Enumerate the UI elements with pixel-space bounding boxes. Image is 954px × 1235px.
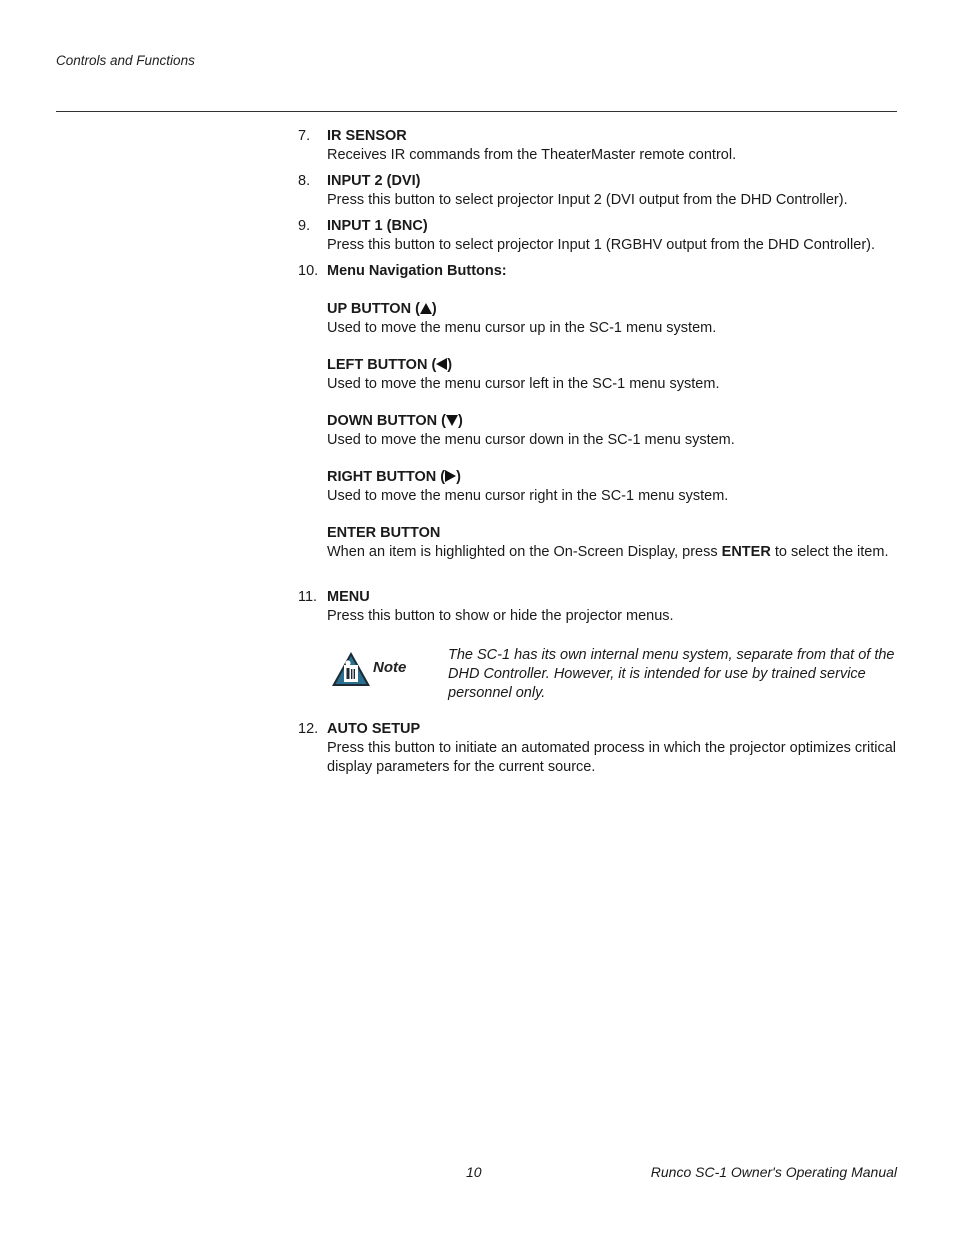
item-number: 12. xyxy=(298,721,319,737)
triangle-down-icon xyxy=(446,415,458,426)
note-label: Note xyxy=(373,659,407,676)
item-body: Receives IR commands from the TheaterMaster remote control. xyxy=(327,147,737,163)
item-auto-setup xyxy=(298,720,897,777)
item-body: Press this button to select projector Input 1 (RGBHV output from the DHD Controller). xyxy=(327,237,876,253)
title-suffix: ) xyxy=(447,357,453,373)
item-enter-button xyxy=(327,524,897,562)
item-body: Press this button to show or hide the projector menus. xyxy=(327,608,674,624)
running-header: Controls and Functions xyxy=(56,53,195,68)
item-number: 8. xyxy=(298,173,311,189)
manual-title: Runco SC-1 Owner's Operating Manual xyxy=(650,1164,897,1180)
item-number: 9. xyxy=(298,218,311,234)
triangle-up-icon xyxy=(420,303,432,314)
title-suffix: ) xyxy=(457,413,463,429)
item-title: Menu Navigation Buttons: xyxy=(327,263,507,279)
item-title xyxy=(327,412,897,431)
item-body: Press this button to initiate an automated process in which the projector optimizes critical display parameters for the current source. xyxy=(327,740,896,775)
body-text: When an item is highlighted on the On-Screen Display, press xyxy=(327,544,722,560)
item-title: ENTER BUTTON xyxy=(327,525,441,541)
item-number: 7. xyxy=(298,128,311,144)
item-number: 11. xyxy=(298,589,318,605)
enter-keyword: ENTER xyxy=(721,544,771,560)
item-number: 10. xyxy=(298,263,319,279)
item-ir-sensor xyxy=(298,127,897,165)
item-body: Used to move the menu cursor right in the SC-1 menu system. xyxy=(327,488,729,504)
item-title: INPUT 2 (DVI) xyxy=(327,173,421,189)
item-title xyxy=(327,300,897,319)
item-title: INPUT 1 (BNC) xyxy=(327,218,428,234)
triangle-right-icon xyxy=(445,470,456,482)
item-menu xyxy=(298,588,897,626)
title-suffix: ) xyxy=(431,301,437,317)
title-text: UP BUTTON ( xyxy=(327,301,420,317)
item-body: Press this button to select projector Input 2 (DVI output from the DHD Controller). xyxy=(327,192,848,208)
item-title: MENU xyxy=(327,589,370,605)
item-input-1 xyxy=(298,217,897,255)
item-input-2 xyxy=(298,172,897,210)
title-text: DOWN BUTTON ( xyxy=(327,413,446,429)
body-text: to select the item. xyxy=(770,544,889,560)
item-body: Used to move the menu cursor up in the SC-1 menu system. xyxy=(327,320,717,336)
note-person-icon xyxy=(331,651,371,687)
item-menu-navigation xyxy=(298,262,897,281)
item-left-button xyxy=(327,356,897,394)
title-text: LEFT BUTTON ( xyxy=(327,357,437,373)
header-divider xyxy=(56,111,897,112)
item-title: IR SENSOR xyxy=(327,128,407,144)
item-up-button xyxy=(327,300,897,338)
triangle-left-icon xyxy=(436,358,447,370)
item-body: Used to move the menu cursor left in the SC-1 menu system. xyxy=(327,376,720,392)
item-title xyxy=(327,356,897,375)
item-down-button xyxy=(327,412,897,450)
item-body xyxy=(327,543,897,562)
page-number: 10 xyxy=(466,1164,482,1180)
item-title xyxy=(327,468,897,487)
item-body: Used to move the menu cursor down in the SC-1 menu system. xyxy=(327,432,735,448)
title-text: RIGHT BUTTON ( xyxy=(327,469,446,485)
title-suffix: ) xyxy=(456,469,461,485)
note-text: The SC-1 has its own internal menu system, separate from that of the DHD Controller. However, it is intended for use by trained service personnel only. xyxy=(448,647,895,701)
item-right-button xyxy=(327,468,897,506)
item-title: AUTO SETUP xyxy=(327,721,421,737)
